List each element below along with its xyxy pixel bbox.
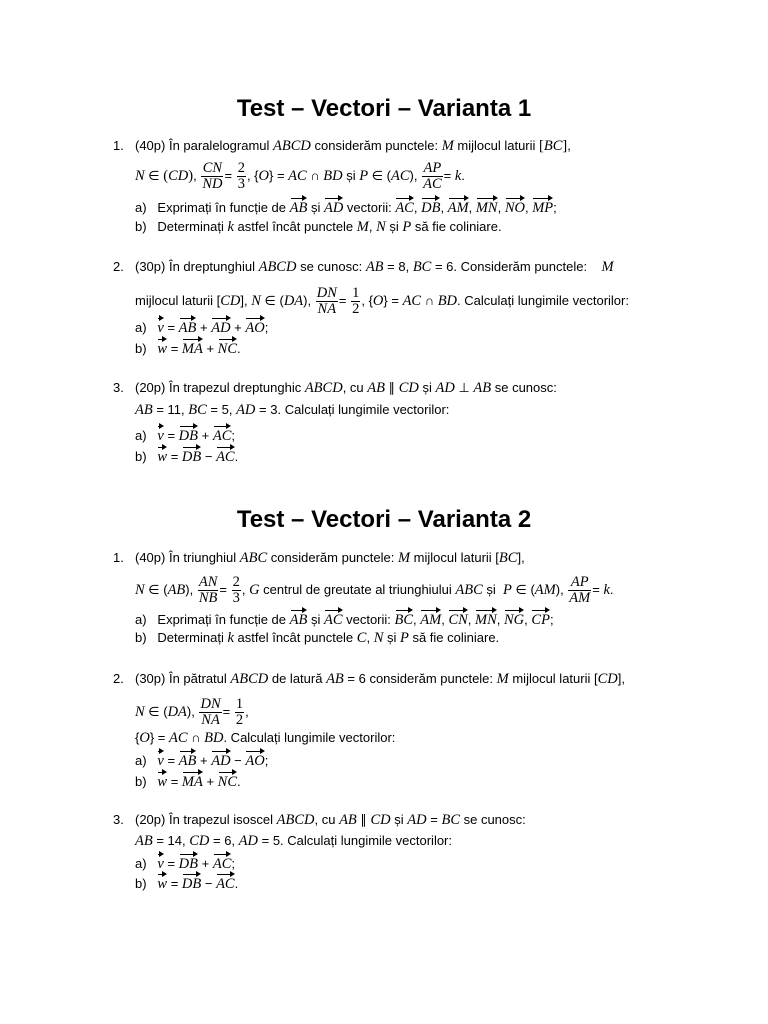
v2-problem-3-line-2: AB = 14, CD = 6, AD = 5. Calculați lungimile vectorilor: bbox=[135, 833, 452, 849]
v1-problem-2-number: 2. bbox=[113, 259, 124, 274]
fraction: $\frac{DN}{NA}$ bbox=[316, 285, 337, 317]
v2-problem-2-item-b: b) w = MA + NC. bbox=[135, 771, 241, 791]
v1-problem-2-line-2: mijlocul laturii [CD], N ∈ (DA), $\frac{DN}{NA}$ = $\frac{1}{2}$ , {O} = AC ∩ BD. Calculați lungimile vectorilor: bbox=[135, 285, 629, 317]
v1-problem-2-line-1: 2. (30p) În dreptunghiul ABCD se cunosc: AB = 8, BC = 6. Considerăm punctele: M bbox=[113, 259, 614, 275]
v1-problem-1-line-1: 1. (40p) În paralelogramul ABCD considerăm punctele: M mijlocul laturii [BC], bbox=[113, 138, 571, 154]
v2-problem-1-item-b: b) Determinați k astfel încât punctele C, N și P să fie coliniare. bbox=[135, 630, 500, 646]
fraction: $\frac{DN}{NA}$ bbox=[200, 696, 221, 728]
v2-problem-3-item-a: a) v = DB + AC; bbox=[135, 853, 235, 873]
v2-problem-3-item-b: b) w = DB − AC. bbox=[135, 873, 238, 893]
v2-problem-2-line-3: {O} = AC ∩ BD. Calculați lungimile vectorilor: bbox=[135, 730, 396, 746]
v2-problem-1-line-1: 1. (40p) În triunghiul ABC considerăm punctele: M mijlocul laturii [BC], bbox=[113, 550, 525, 566]
fraction: $\frac{AN}{NB}$ bbox=[198, 574, 218, 606]
v1-problem-1-line-2: N ∈ (CD), $\frac{CN}{ND}$ = $\frac{2}{3}$ , {O} = AC ∩ BD și P ∈ (AC), $\frac{AP}{AC}$ = k. bbox=[135, 160, 465, 192]
v1-problem-2-item-b: b) w = MA + NC. bbox=[135, 338, 241, 358]
v1-problem-1-item-b: b) Determinați k astfel încât punctele M, N și P să fie coliniare. bbox=[135, 219, 502, 235]
v2-problem-1-line-2: N ∈ (AB), $\frac{AN}{NB}$ = $\frac{2}{3}$ , G centrul de greutate al triunghiului ABC și P ∈ (AM), $\frac{AP}{AM}$ = k. bbox=[135, 574, 614, 606]
fraction: $\frac{2}{3}$ bbox=[237, 160, 245, 192]
v2-problem-2-number: 2. bbox=[113, 671, 124, 686]
v2-problem-2-line-2: N ∈ (DA), $\frac{DN}{NA}$ = $\frac{1}{2}$ , bbox=[135, 696, 249, 728]
v1-problem-1-item-a: a) Exprimați în funcție de AB și AD vectorii: AC, DB, AM, MN, NO, MP; bbox=[135, 197, 557, 217]
fraction: $\frac{1}{2}$ bbox=[235, 696, 244, 728]
v1-problem-1-number: 1. bbox=[113, 138, 124, 153]
v2-problem-3-line-1: 3. (20p) În trapezul isoscel ABCD, cu AB ∥ CD și AD = BC se cunosc: bbox=[113, 812, 526, 828]
v2-problem-2-line-1: 2. (30p) În pătratul ABCD de latură AB = 6 considerăm punctele: M mijlocul laturii [CD], bbox=[113, 671, 625, 687]
v1-problem-3-number: 3. bbox=[113, 380, 124, 395]
fraction: $\frac{1}{2}$ bbox=[352, 285, 360, 317]
fraction: $\frac{AP}{AM}$ bbox=[569, 574, 591, 606]
v2-problem-2-item-a: a) v = AB + AD − AO; bbox=[135, 750, 268, 770]
v1-problem-3-item-a: a) v = DB + AC; bbox=[135, 425, 235, 445]
variant-1-title: Test – Vectori – Varianta 1 bbox=[236, 95, 532, 122]
fraction: $\frac{AP}{AC}$ bbox=[423, 160, 442, 192]
fraction: $\frac{2}{3}$ bbox=[232, 574, 240, 606]
v1-problem-3-item-b: b) w = DB − AC. bbox=[135, 446, 238, 466]
v2-problem-1-item-a: a) Exprimați în funcție de AB și AC vectorii: BC, AM, CN, MN, NG, CP; bbox=[135, 609, 554, 629]
v1-problem-3-line-1: 3. (20p) În trapezul dreptunghic ABCD, cu AB ∥ CD și AD ⊥ AB se cunosc: bbox=[113, 380, 557, 396]
v1-problem-2-item-a: a) v = AB + AD + AO; bbox=[135, 317, 268, 337]
fraction: $\frac{CN}{ND}$ bbox=[202, 160, 223, 192]
v2-problem-3-number: 3. bbox=[113, 812, 124, 827]
v1-problem-3-line-2: AB = 11, BC = 5, AD = 3. Calculați lungimile vectorilor: bbox=[135, 402, 450, 418]
v2-problem-1-number: 1. bbox=[113, 550, 124, 565]
variant-2-title: Test – Vectori – Varianta 2 bbox=[236, 506, 532, 533]
